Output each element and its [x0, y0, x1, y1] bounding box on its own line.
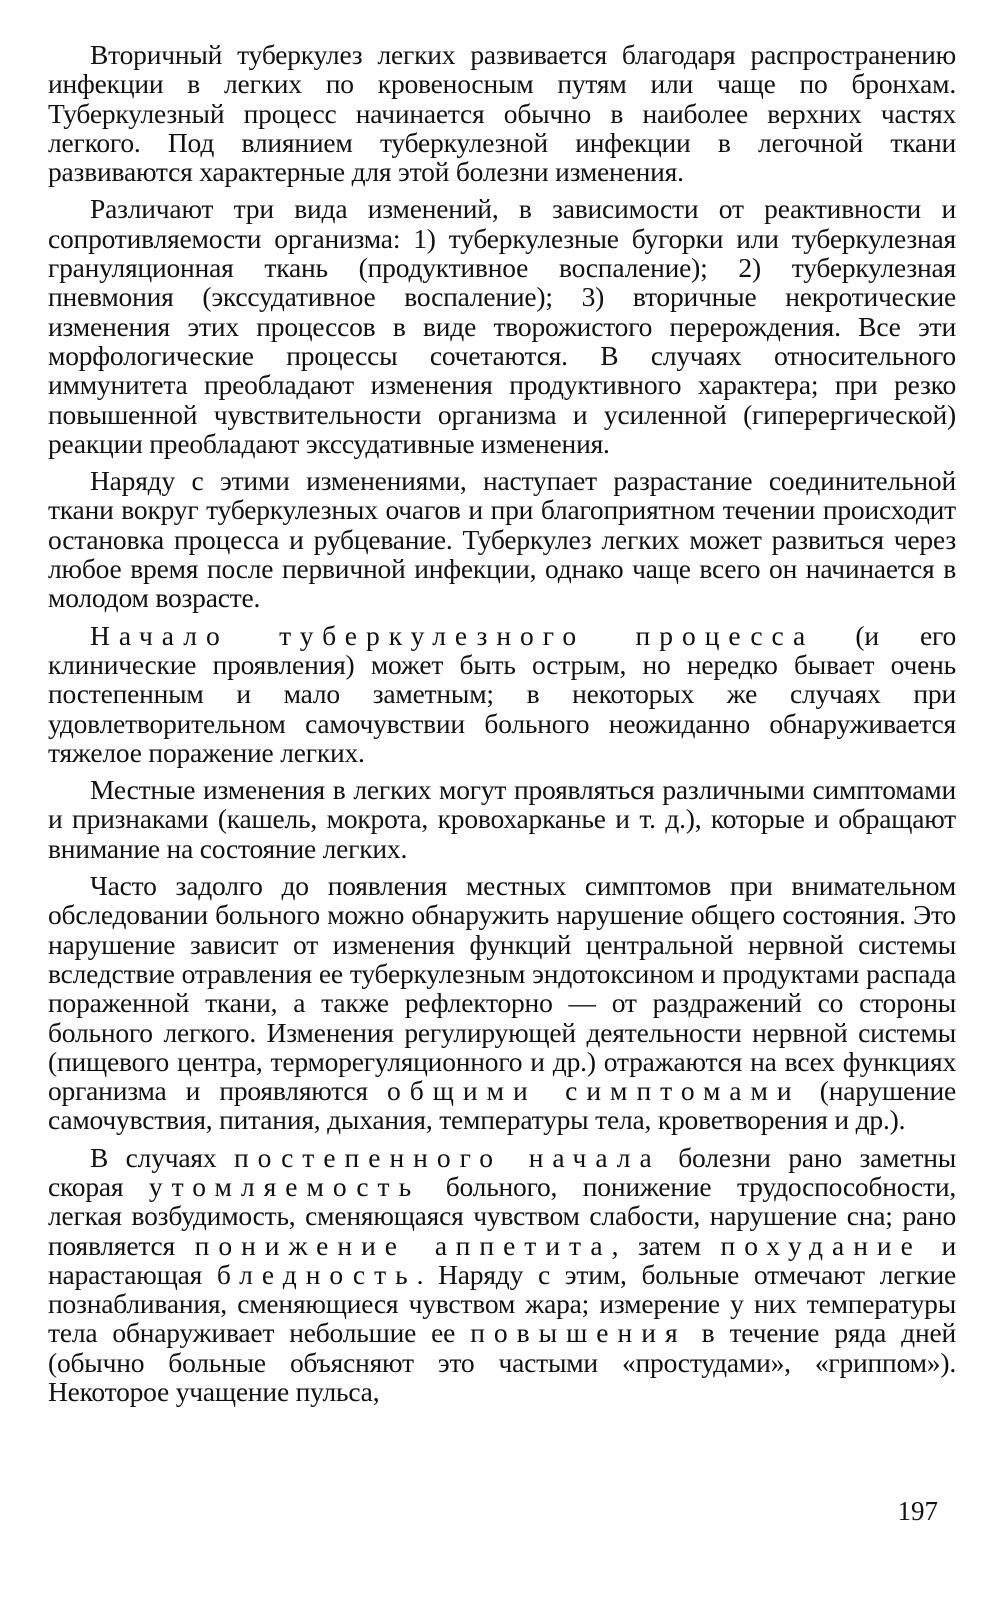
paragraph-7-text: в течение ряда дней (обычно больные объясняют это частыми «простудами», «гриппом»). Некоторое учащение пульса,: [48, 1317, 956, 1408]
paragraph-3: Наряду с этими изменениями, наступает разрастание соединительной ткани вокруг туберкулезных очагов и при благоприятном течении происходит остановка процесса и рубцевание. Туберкулез легких может развиться через любое время после первичной инфекции, однако чаще всего он начинается в молодом возрасте.: [48, 465, 956, 614]
paragraph-7: [48, 1143, 956, 1407]
spaced-emphasis: бледность: [216, 1258, 417, 1290]
paragraph-6: [48, 871, 956, 1135]
document-page: [48, 40, 956, 1540]
spaced-emphasis: Начало туберкулезного процесса: [90, 619, 815, 651]
spaced-emphasis: похудание: [720, 1229, 922, 1261]
spaced-emphasis: общими симптомами: [387, 1075, 801, 1107]
paragraph-1: Вторичный туберкулез легких развивается благодаря распространению инфекции в легких по кровеносным путям или чаще по бронхам. Туберкулезный процесс начинается обычно в наиболее верхних частях легкого. Под влиянием туберкулезной инфекции в легочной ткани развиваются характерные для этой болезни изменения.: [48, 39, 956, 188]
paragraph-7-text: и нарастающая: [48, 1229, 956, 1290]
paragraph-7-text: , затем: [611, 1229, 721, 1261]
spaced-emphasis: повышения: [470, 1317, 687, 1349]
paragraph-7-text: больного, понижение трудоспособности, легкая возбудимость, сменяющаяся чувством слабости, нарушение сна; рано появляется: [48, 1170, 957, 1261]
paragraph-6-text-start: Часто задолго до появления местных симптомов при внимательном обследовании больного можно обнаружить нарушение общего состояния. Это нарушение зависит от изменения функций центральной нервной системы вследствие отравления ее туберкулезным эндотоксином и продуктами распада пораженной ткани, а также рефлекторно — от раздражений со стороны больного легкого. Изменения регулирующей деятельности нервной системы (пищевого центра, терморегуляционного и др.) отражаются на всех функциях организма и проявляются: [48, 870, 956, 1107]
paragraph-7-text: В случаях: [90, 1141, 234, 1173]
spaced-emphasis: утомляемость: [148, 1170, 421, 1202]
page-number: 197: [897, 1496, 938, 1526]
paragraph-6-text-end: (нарушение самочувствия, питания, дыхания, температуры тела, кроветворения и др.).: [48, 1075, 956, 1136]
spaced-emphasis: постепенного начала: [233, 1141, 661, 1173]
spaced-emphasis: понижение аппетита: [194, 1229, 612, 1261]
paragraph-4-text: (и его клинические проявления) может быть острым, но нередко бывает очень постепенным и мало заметным; в некоторых же случаях при удовлетворительном самочувствии больного неожиданно обнаруживается тяжелое поражение легких.: [48, 619, 957, 768]
paragraph-2: Различают три вида изменений, в зависимости от реактивности и сопротивляемости организма: 1) туберкулезные бугорки или туберкулезная грануляционная ткань (продуктивное воспаление); 2) туберкулезная пневмония (экссудативное воспаление); 3) вторичные некротические изменения этих процессов в виде творожистого перерождения. Все эти морфологические процессы сочетаются. В случаях относительного иммунитета преобладают изменения продуктивного характера; при резко повышенной чувствительности организма и усиленной (гиперергической) реакции преобладают экссудативные изменения.: [48, 193, 956, 459]
paragraph-4: [48, 621, 956, 767]
paragraph-5: Местные изменения в легких могут проявляться различными симптомами и признаками (кашель, мокрота, кровохарканье и т. д.), которые и обращают внимание на состояние легких.: [48, 774, 956, 864]
paragraph-7-text: болезни рано заметны скорая: [48, 1141, 956, 1202]
paragraph-7-text: . Наряду с этим, больные отмечают легкие познабливания, сменяющиеся чувством жара; измерение у них температуры тела обнаруживает небольшие ее: [48, 1258, 956, 1349]
